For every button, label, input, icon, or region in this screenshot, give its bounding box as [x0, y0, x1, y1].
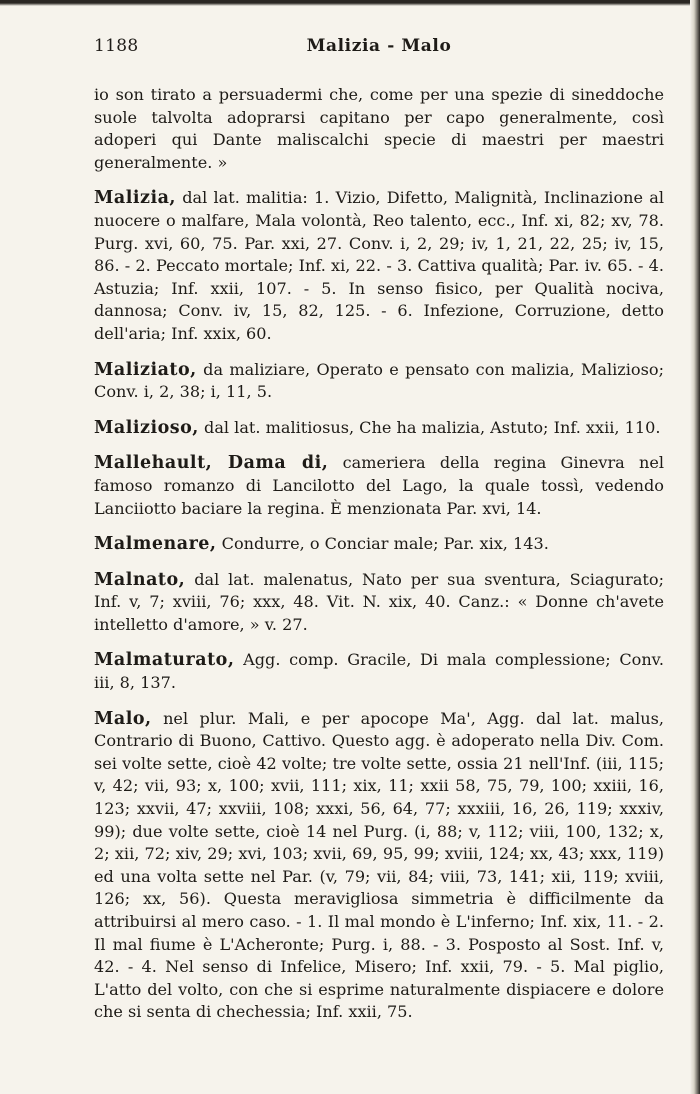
page-right-edge	[690, 0, 700, 1094]
page-top-edge	[0, 0, 700, 6]
dictionary-page-body	[94, 84, 664, 1024]
entry-text: io son tirato a persuadermi che, come per una spezie di sineddoche suole talvolta adoprarsi capitano per capo generalmente, così adoperi qui Dante maliscalchi specie di maestri per maestri generalmente. »	[94, 85, 664, 172]
entry-headword: Malnato,	[94, 569, 186, 590]
entry-text: nel plur. Mali, e per apocope Ma', Agg. dal lat. malus, Contrario di Buono, Cattivo. Questo agg. è adoperato nella Div. Com. sei volte sette, cioè 42 volte; tre volte sette, ossia 21 nell'Inf. (iii, 115; v, 42; vii, 93; x, 100; xvii, 111; xix, 11; xxii 58, 75, 79, 100; xxiii, 16, 123; xxvii, 47; xxviii, 108; xxxi, 56, 64, 77; xxxiii, 16, 26, 119; xxxiv, 99); due volte sette, cioè 14 nel Purg. (i, 88; v, 112; viii, 100, 132; x, 2; xii, 72; xiv, 29; xvi, 103; xvii, 69, 95, 99; xviii, 124; xx, 43; xxx, 119) ed una volta sette nel Par. (v, 79; vii, 84; viii, 73, 141; xii, 119; xviii, 126; xx, 56). Questa meravigliosa simmetria è difficilmente da attribuirsi al mero caso. - 1. Il mal mondo è L'inferno; Inf. xix, 11. - 2. Il mal fiume è L'Acheronte; Purg. i, 88. - 3. Posposto al Sost. Inf. v, 42. - 4. Nel senso di Infelice, Misero; Inf. xxii, 79. - 5. Mal piglio, L'atto del volto, con che si esprime naturalmente dispiacere e dolore che si senta di chechessia; Inf. xxii, 75.	[94, 708, 664, 1022]
page-number: 1188	[94, 36, 139, 56]
entry-headword: Malmaturato,	[94, 650, 235, 671]
entry-maliziato	[94, 359, 664, 404]
entry-text: dal lat. malitia: 1. Vizio, Difetto, Malignità, Inclinazione al nuocere o malfare, Mala volontà, Reo talento, ecc., Inf. xi, 82; xv, 78. Purg. xvi, 60, 75. Par. xxi, 27. Conv. i, 2, 29; iv, 1, 21, 22, 25; iv, 15, 86. - 2. Peccato mortale; Inf. xi, 22. - 3. Cattiva qualità; Par. iv. 65. - 4. Astuzia; Inf. xxii, 107. - 5. In senso fisico, per Qualità nociva, dannosa; Conv. iv, 15, 82, 125. - 6. Infezione, Corruzione, detto dell'aria; Inf. xxix, 60.	[94, 188, 664, 343]
entry-text: dal lat. malenatus, Nato per sua sventura, Sciagurato; Inf. v, 7; xviii, 76; xxx, 48. Vit. N. xix, 40. Canz.: « Donne ch'avete intelletto d'amore, » v. 27.	[94, 569, 664, 634]
entry-headword: Maliziato,	[94, 359, 197, 380]
running-title: Malizia - Malo	[306, 36, 452, 56]
entry-malmenare	[94, 533, 664, 556]
entry-text: Condurre, o Conciar male; Par. xix, 143.	[221, 534, 549, 554]
entry-text: dal lat. malitiosus, Che ha malizia, Astuto; Inf. xxii, 110.	[204, 417, 661, 437]
entry-malmaturato	[94, 649, 664, 694]
entry-malizia	[94, 187, 664, 345]
page-header	[94, 36, 664, 62]
entry-malo	[94, 708, 664, 1024]
entry-headword: Malizia,	[94, 188, 177, 209]
entry-text: Agg. comp. Gracile, Di mala complessione; Conv. iii, 8, 137.	[94, 650, 664, 693]
entry-headword: Malo,	[94, 708, 152, 729]
entry-headword: Mallehault, Dama di,	[94, 453, 329, 474]
continued-paragraph	[94, 84, 664, 174]
entry-text: da maliziare, Operato e pensato con malizia, Malizioso; Conv. i, 2, 38; i, 11, 5.	[94, 359, 664, 402]
entry-headword: Malizioso,	[94, 417, 199, 438]
entry-headword: Malmenare,	[94, 534, 217, 555]
entry-text: cameriera della regina Ginevra nel famoso romanzo di Lancilotto del Lago, la quale tossì, vedendo Lanciiotto baciare la regina. È menzionata Par. xvi, 14.	[94, 453, 664, 518]
entry-mallehault	[94, 452, 664, 520]
entry-malizioso	[94, 417, 664, 440]
entry-malnato	[94, 569, 664, 637]
